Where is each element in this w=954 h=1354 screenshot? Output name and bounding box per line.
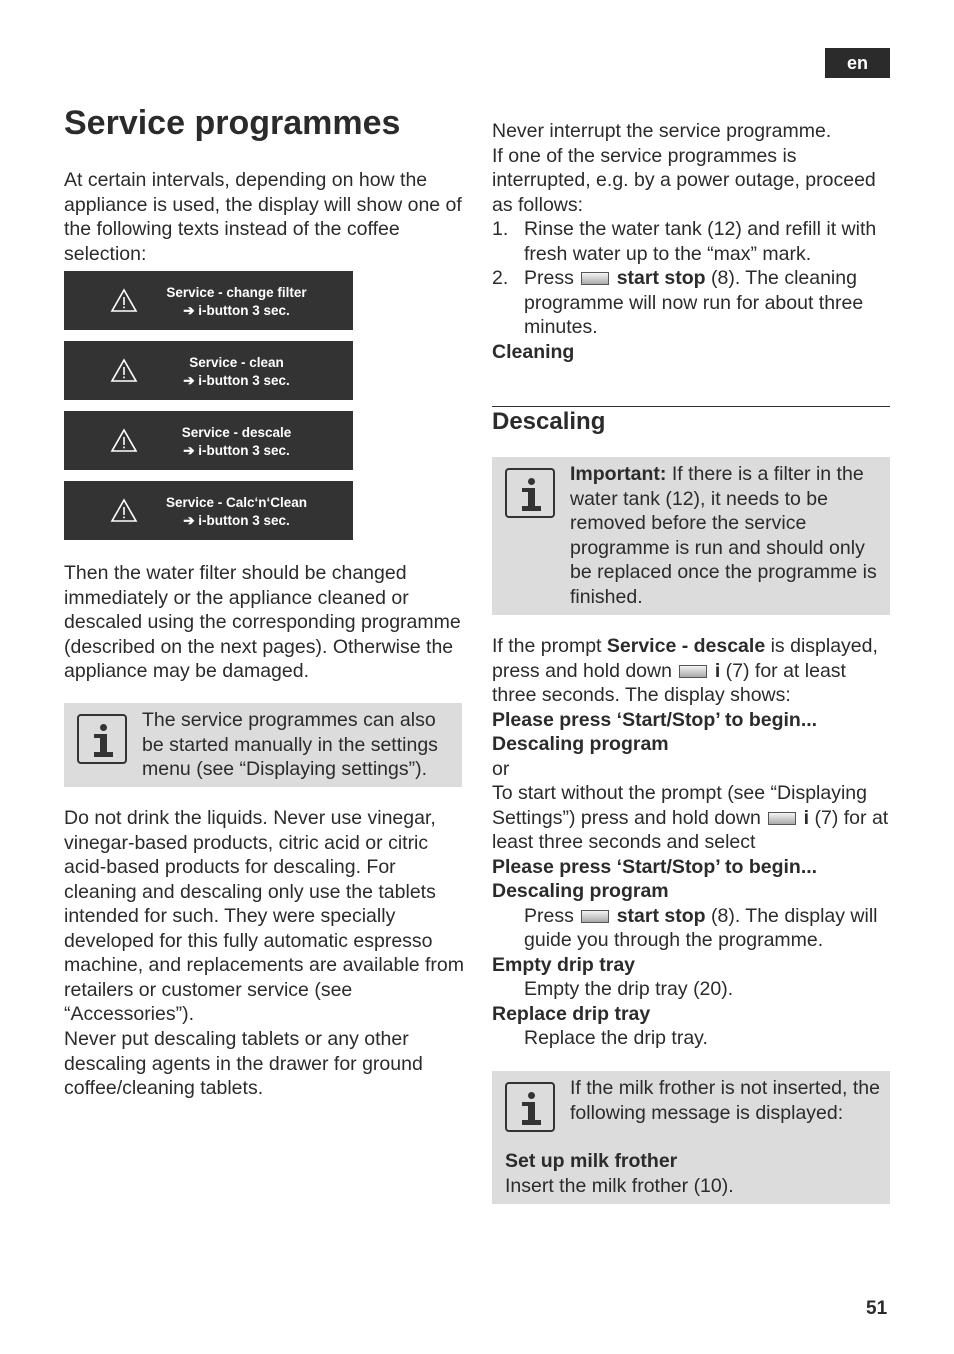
text: is displayed, press and hold down — [492, 635, 878, 682]
text: (7) for at least three seconds and select — [492, 806, 889, 853]
text: (8). The display will guide you through the programme. — [524, 904, 878, 951]
steps-list — [492, 217, 890, 340]
list-item — [492, 217, 890, 266]
step-text: Press — [524, 267, 574, 289]
display-change-filter — [64, 271, 353, 330]
warning-text: Do not drink the liquids. Never use vinegar, vinegar-based products, citric acid or citric acid-based products for descaling. For cleaning and descaling only use the tablets intended for such. They were specially developed for this fully automatic espresso machine, and replacements are available from retailers or customer service (see “Accessories”). — [64, 807, 464, 1025]
or-text: or — [492, 757, 510, 780]
milk-info-text: If the milk frother is not inserted, the following message is displayed: — [570, 1077, 880, 1124]
display-line1: Service - Calc‘n‘Clean — [165, 495, 308, 510]
display-line2: ➔ i-button 3 sec. — [183, 303, 290, 318]
empty-drip-tray-label: Empty drip tray — [492, 953, 636, 976]
text: Press — [524, 904, 574, 927]
i-label: i — [803, 806, 810, 829]
replace-drip-tray-text: Replace the drip tray. — [524, 1027, 708, 1049]
important-body: If there is a filter in the water tank (12), it needs to be removed before the service programme is run and should only be replaced once the programme is finished. — [570, 463, 877, 608]
step-number: 1. — [492, 218, 509, 240]
press-bold: start stop — [616, 904, 706, 927]
step-number: 2. — [492, 267, 509, 289]
display-clean — [64, 341, 353, 400]
info-icon — [77, 714, 127, 764]
info-box — [64, 703, 462, 787]
step-bold: start stop — [616, 267, 706, 289]
warning-icon — [110, 288, 138, 313]
step-text: (8). The cleaning programme will now run for about three minutes. — [524, 267, 864, 338]
i-button-icon — [679, 665, 707, 678]
important-label: Important: — [570, 463, 667, 485]
prompt-text — [492, 634, 890, 708]
display-line2: ➔ i-button 3 sec. — [183, 513, 290, 528]
display-message: Please press ‘Start/Stop’ to begin... — [492, 855, 818, 878]
press-text — [492, 904, 890, 953]
info-icon — [505, 1082, 555, 1132]
replace-drip-tray-label: Replace drip tray — [492, 1002, 651, 1025]
step-text: Rinse the water tank (12) and refill it with fresh water up to the “max” mark. — [524, 218, 877, 265]
display-message: Please press ‘Start/Stop’ to begin... — [492, 708, 818, 731]
display-line1: Service - clean — [189, 355, 284, 370]
cleaning-label: Cleaning — [492, 340, 575, 363]
display-message: Descaling program — [492, 733, 669, 755]
page-title: Service programmes — [64, 104, 401, 142]
display-calc-n-clean — [64, 481, 353, 540]
important-box — [492, 457, 890, 615]
important-text — [570, 462, 886, 609]
descaling-heading: Descaling — [492, 408, 606, 435]
i-button-icon — [768, 812, 796, 825]
display-descale — [64, 411, 353, 470]
interrupt-section — [492, 119, 890, 364]
warning-icon — [110, 358, 138, 383]
interrupt-text-2: If one of the service programmes is interrupted, e.g. by a power outage, proceed as follows: — [492, 144, 876, 216]
list-item — [492, 266, 890, 340]
warning-text-2: Never put descaling tablets or any other descaling agents in the drawer for ground coffee/cleaning tablets. — [64, 1028, 423, 1099]
prompt-bold: Service - descale — [606, 635, 766, 657]
alt-text — [492, 781, 890, 855]
page-number: 51 — [866, 1298, 888, 1319]
text: To start without the prompt (see “Displaying Settings”) press and hold down — [492, 782, 867, 829]
display-line2: ➔ i-button 3 sec. — [183, 373, 290, 388]
start-stop-button-icon — [581, 910, 609, 923]
warning-icon — [110, 498, 138, 523]
display-message: Descaling program — [492, 880, 669, 902]
interrupt-text-1: Never interrupt the service programme. — [492, 120, 832, 142]
milk-info-box — [492, 1071, 890, 1204]
info-text: The service programmes can also be started manually in the settings menu (see “Displaying settings”). — [142, 709, 438, 780]
empty-drip-tray-text: Empty the drip tray (20). — [524, 978, 734, 1000]
warning-icon — [110, 428, 138, 453]
text: If the prompt — [492, 635, 602, 657]
display-line1: Service - change filter — [166, 285, 307, 300]
intro-text: At certain intervals, depending on how the appliance is used, the display will show one of the following texts instead of the coffee selection: — [64, 169, 462, 265]
milk-instruction: Insert the milk frother (10). — [505, 1175, 734, 1197]
info-icon — [505, 468, 555, 518]
display-line1: Service - descale — [181, 425, 292, 440]
i-label: i — [714, 659, 721, 682]
language-tab: en — [825, 48, 890, 78]
descaling-instructions — [492, 634, 890, 1051]
start-stop-button-icon — [581, 272, 609, 285]
display-line2: ➔ i-button 3 sec. — [183, 443, 290, 458]
after-text: Then the water filter should be changed immediately or the appliance cleaned or descaled using the corresponding programme (described on the next pages). Otherwise the appliance may be damaged. — [64, 562, 461, 682]
section-divider — [492, 406, 890, 407]
text: (7) for at least three seconds. The display shows: — [492, 659, 846, 706]
milk-message: Set up milk frother — [505, 1150, 678, 1172]
